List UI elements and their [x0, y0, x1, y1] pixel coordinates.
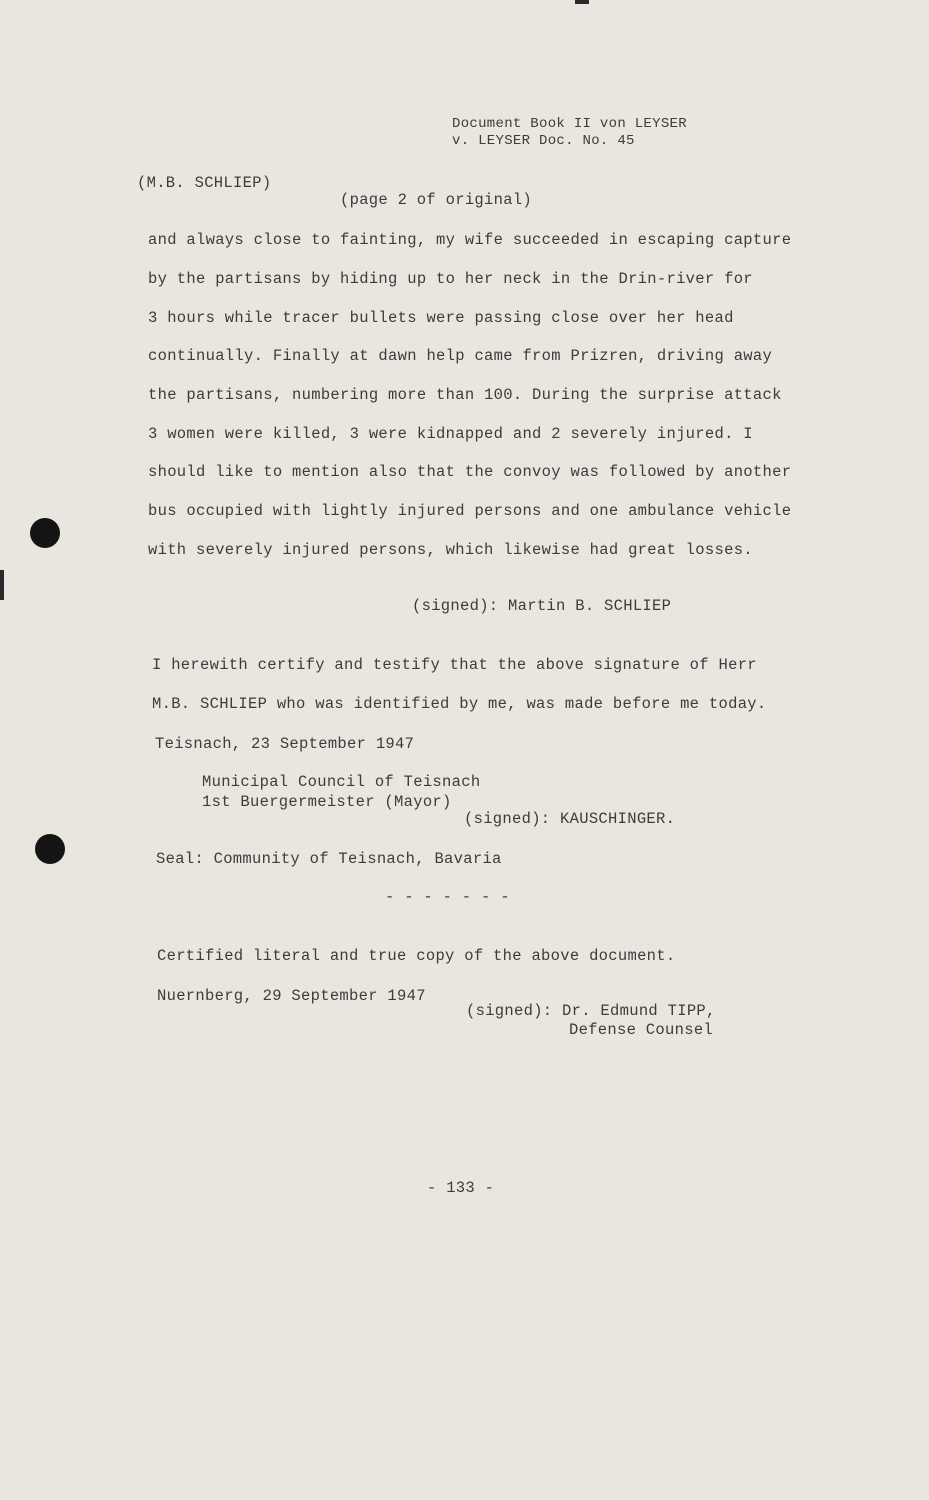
top-edge-mark [575, 0, 589, 4]
body-line: 3 women were killed, 3 were kidnapped and 2 severely injured. I [148, 425, 753, 443]
punch-hole-bottom [35, 834, 65, 864]
deponent-name: (M.B. SCHLIEP) [137, 174, 272, 192]
deponent-signature: (signed): Martin B. SCHLIEP [412, 597, 672, 615]
body-line: 3 hours while tracer bullets were passing close over her head [148, 309, 734, 327]
section-divider: - - - - - - - [385, 888, 510, 906]
header-line-2: v. LEYSER Doc. No. 45 [452, 133, 635, 149]
certification-line: I herewith certify and testify that the above signature of Herr [152, 656, 757, 674]
counsel-signature: (signed): Dr. Edmund TIPP, [466, 1002, 716, 1020]
left-edge-mark [0, 570, 4, 600]
body-line: by the partisans by hiding up to her neck in the Drin-river for [148, 270, 753, 288]
body-line: and always close to fainting, my wife succeeded in escaping capture [148, 231, 792, 249]
council-name: Municipal Council of Teisnach [202, 773, 481, 791]
certification-line: M.B. SCHLIEP who was identified by me, was made before me today. [152, 695, 767, 713]
body-line: continually. Finally at dawn help came from Prizren, driving away [148, 347, 773, 365]
header-line-1: Document Book II von LEYSER [452, 116, 687, 132]
certified-copy-statement: Certified literal and true copy of the above document. [157, 947, 676, 965]
body-line: bus occupied with lightly injured persons and one ambulance vehicle [148, 502, 792, 520]
body-line: with severely injured persons, which likewise had great losses. [148, 541, 753, 559]
counsel-title: Defense Counsel [569, 1021, 714, 1039]
mayor-signature: (signed): KAUSCHINGER. [464, 810, 676, 828]
place-date-nuernberg: Nuernberg, 29 September 1947 [157, 987, 426, 1005]
page-number: - 133 - [427, 1179, 495, 1197]
body-line: should like to mention also that the convoy was followed by another [148, 463, 792, 481]
page-reference: (page 2 of original) [340, 191, 533, 209]
place-date-teisnach: Teisnach, 23 September 1947 [155, 735, 415, 753]
body-line: the partisans, numbering more than 100. During the surprise attack [148, 386, 782, 404]
punch-hole-top [30, 518, 60, 548]
seal-note: Seal: Community of Teisnach, Bavaria [156, 850, 502, 868]
mayor-title: 1st Buergermeister (Mayor) [202, 793, 452, 811]
